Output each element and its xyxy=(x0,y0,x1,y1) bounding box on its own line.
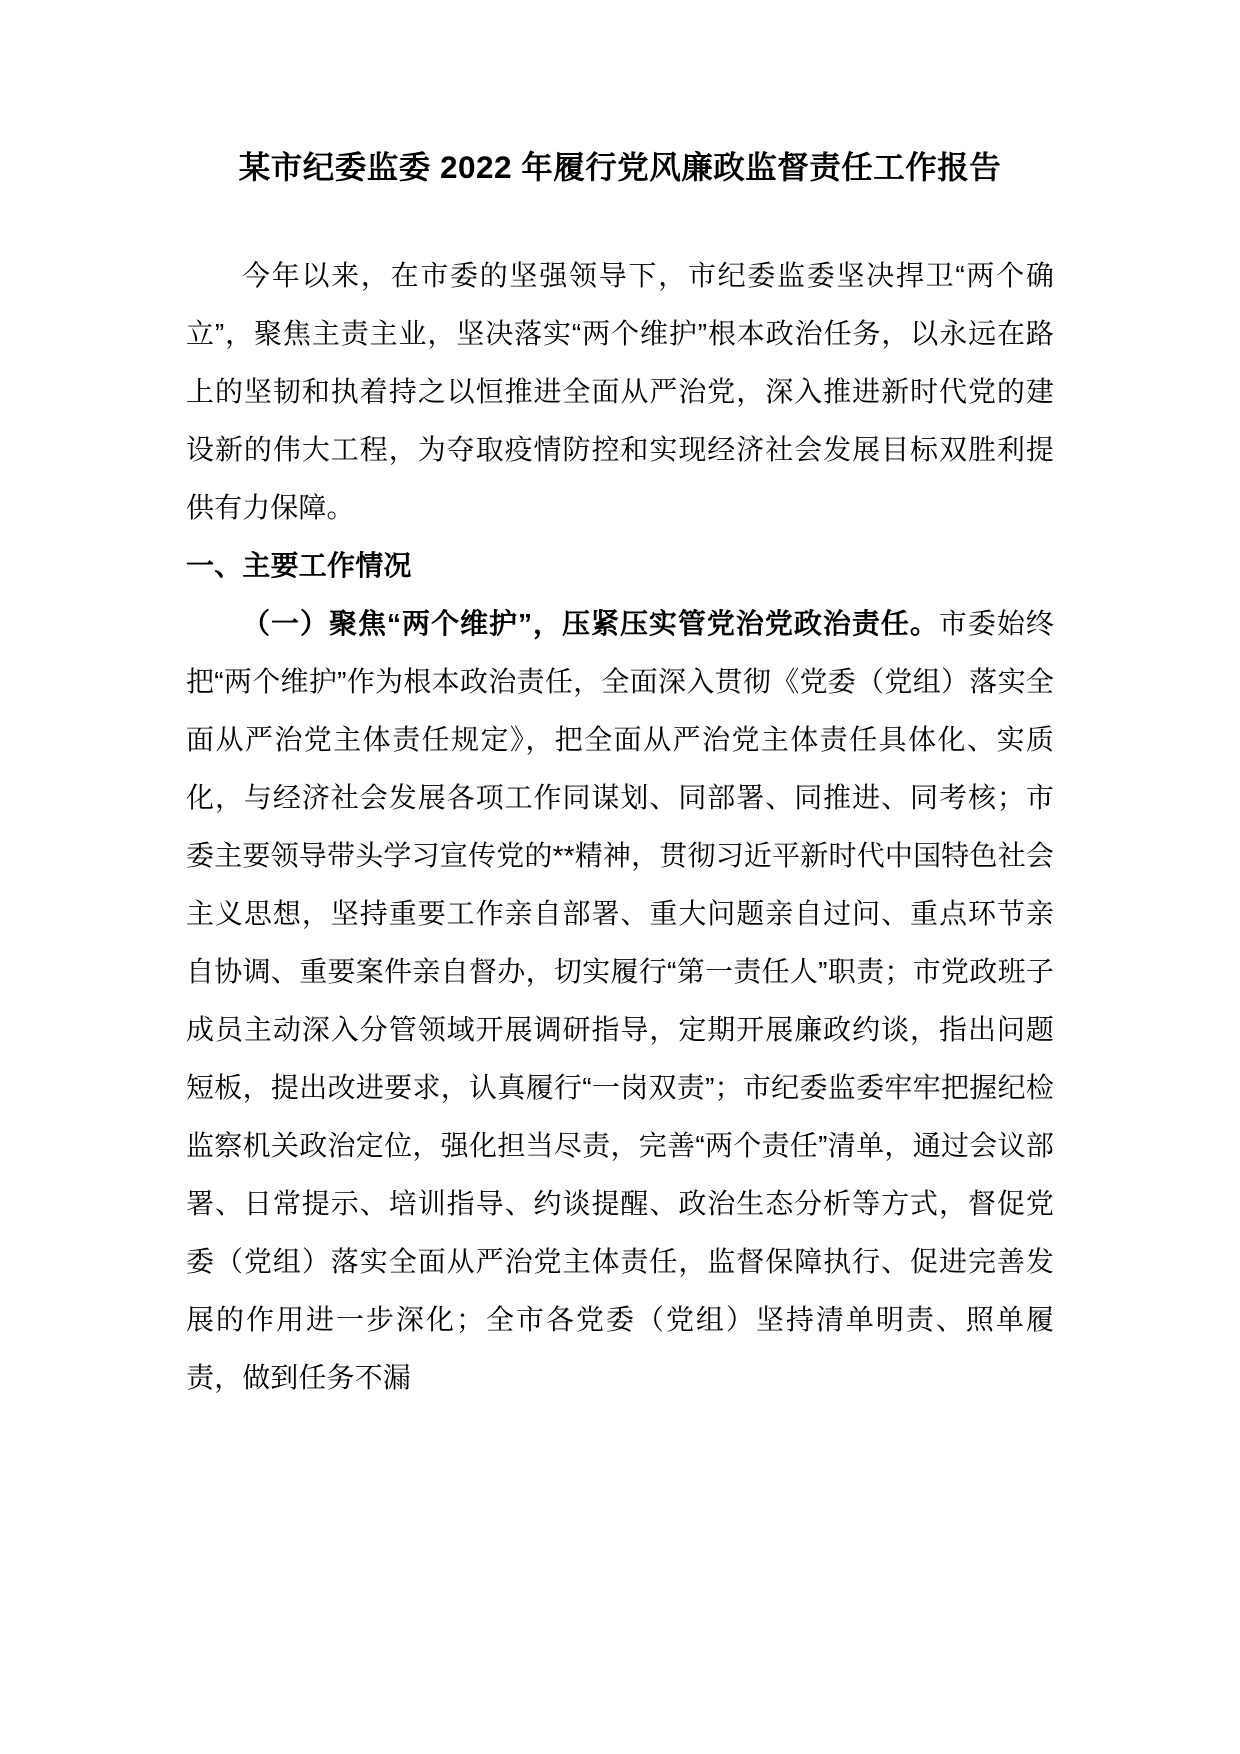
title-spacer xyxy=(186,187,1054,247)
section-heading-1: 一、主要工作情况 xyxy=(186,550,412,582)
subsection-paragraph-1 xyxy=(186,595,1054,1407)
page-content-area xyxy=(186,0,1054,1407)
subsection-body-1: 市委始终把“两个维护”作为根本政治责任，全面深入贯彻《党委（党组）落实全面从严治党主体责任规定》，把全面从严治党主体责任具体化、实质化，与经济社会发展各项工作同谋划、同部署、同推进、同考核；市委主要领导带头学习宣传党的**精神，贯彻习近平新时代中国特色社会主义思想，坚持重要工作亲自部署、重大问题亲自过问、重点环节亲自协调、重要案件亲自督办，切实履行“第一责任人”职责；市党政班子成员主动深入分管领域开展调研指导，定期开展廉政约谈，指出问题短板，提出改进要求，认真履行“一岗双责”；市纪委监委牢牢把握纪检监察机关政治定位，强化担当尽责，完善“两个责任”清单，通过会议部署、日常提示、培训指导、约谈提醒、政治生态分析等方式，督促党委（党组）落实全面从严治党主体责任，监督保障执行、促进完善发展的作用进一步深化；全市各党委（党组）坚持清单明责、照单履责，做到任务不漏 xyxy=(186,608,1054,1394)
subsection-lead-1: （一）聚焦“两个维护”，压紧压实管党治党政治责任。 xyxy=(242,608,939,640)
intro-paragraph: 今年以来，在市委的坚强领导下，市纪委监委坚决捍卫“两个确立”，聚焦主责主业，坚决落实“两个维护”根本政治任务，以永远在路上的坚韧和执着持之以恒推进全面从严治党，深入推进新时代党的建设新的伟大工程，为夺取疫情防控和实现经济社会发展目标双胜利提供有力保障。 xyxy=(186,260,1054,524)
page-title: 某市纪委监委 2022 年履行党风廉政监督责任工作报告 xyxy=(238,149,1002,185)
